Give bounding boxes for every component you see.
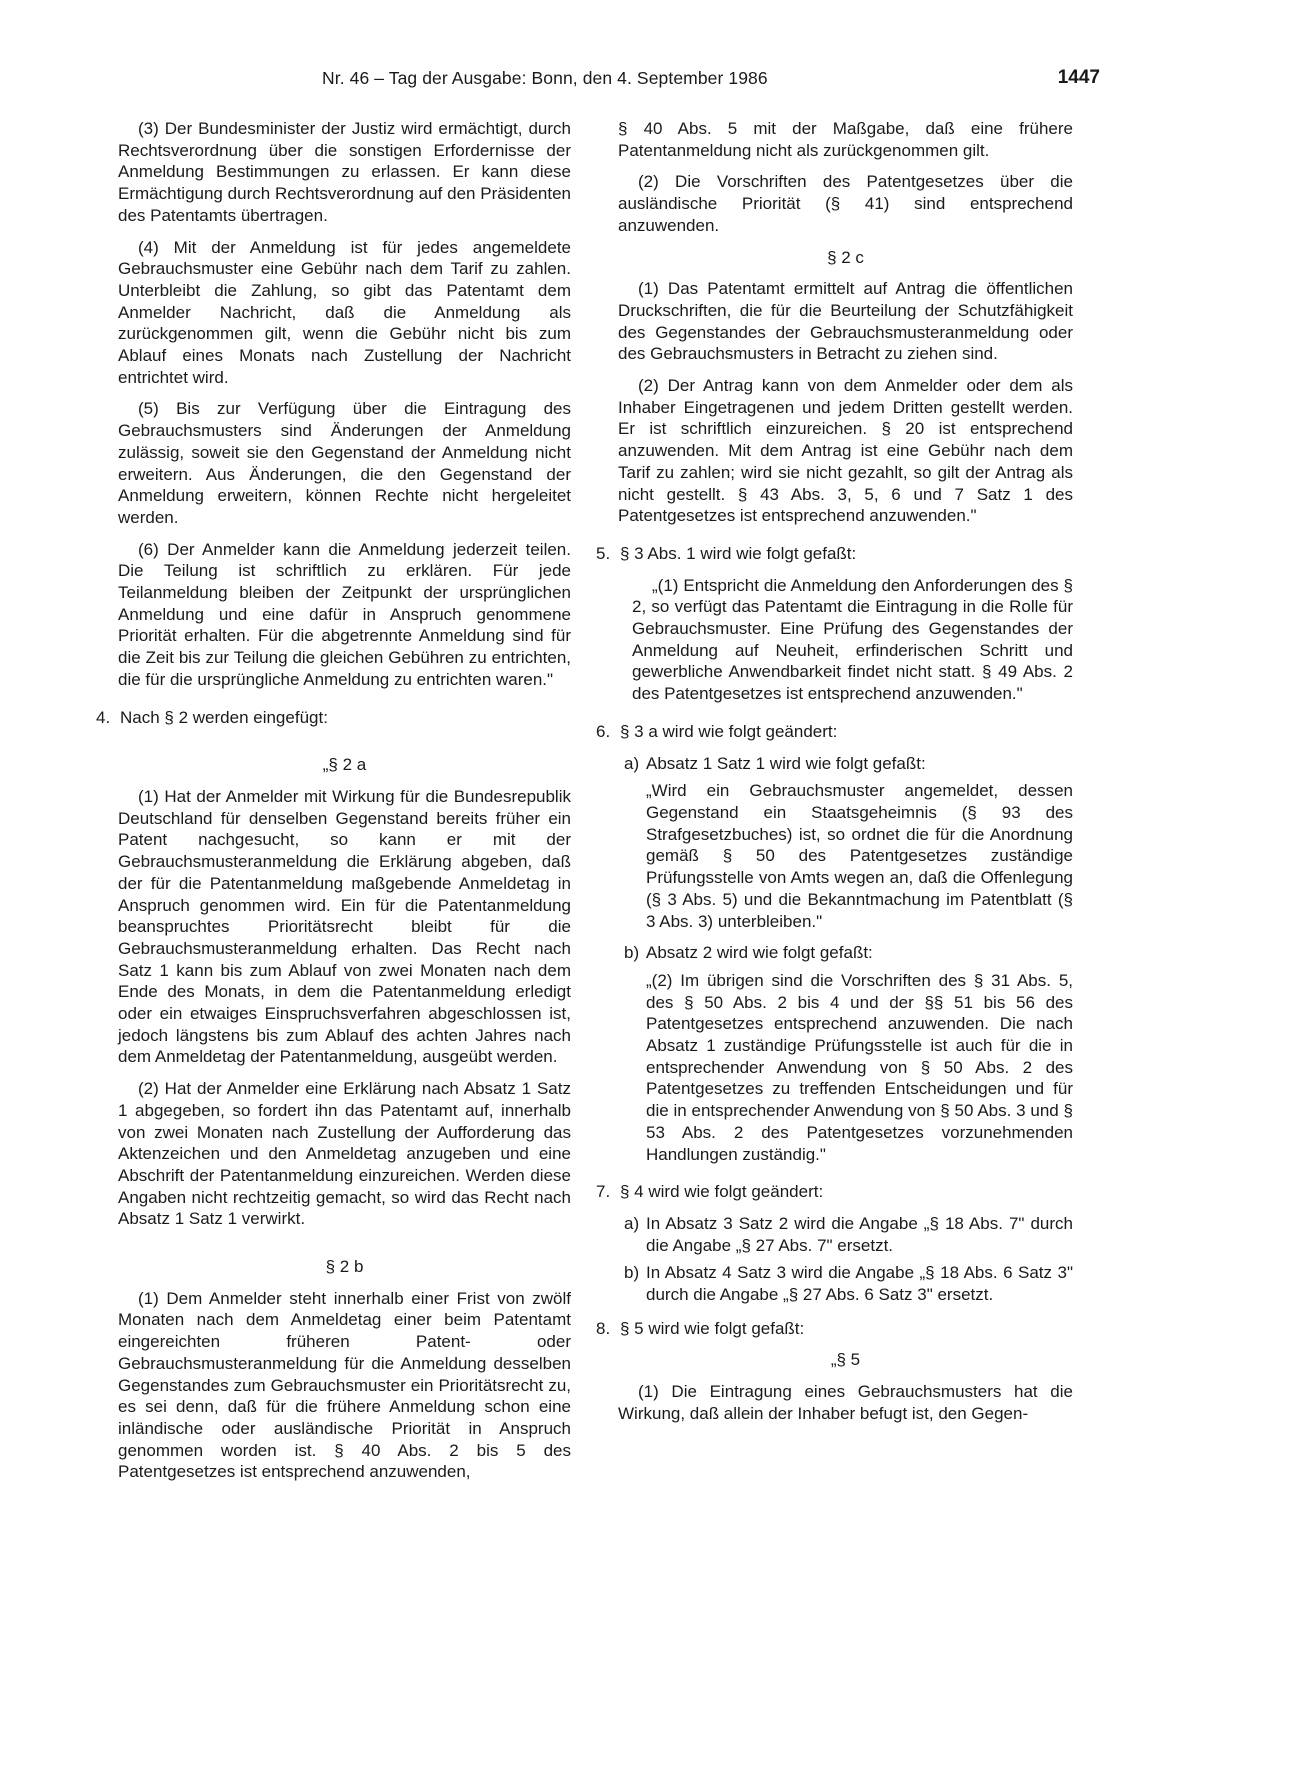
- sub-item-7a: [624, 1213, 1073, 1256]
- paragraph-2a-1: (1) Hat der Anmelder mit Wirkung für die Bundesrepublik Deutschland für denselben Gegenstand bereits früher ein Patent nachgesucht, so kann er mit der Gebrauchsmusteranmeldung die Erklärung abgeben, daß der für die Patentanmeldung maßgebende Anmeldetag in Anspruch genommen wird. Ein für die Patentanmeldung beanspruchtes Prioritätsrecht bleibt für die Gebrauchsmusteranmeldung erhalten. Das Recht nach Satz 1 kann bis zum Ablauf von zwei Monaten nach dem Ende des Monats, in dem die Patentanmeldung erledigt oder ein etwaiges Einspruchsverfahren abgeschlossen ist, jedoch längstens bis zum Ablauf des achten Jahres nach dem Anmeldetag der Patentanmeldung, ausgeübt werden.: [118, 786, 571, 1067]
- list-item-4: [96, 707, 571, 729]
- item-6a-quote: „Wird ein Gebrauchsmuster angemeldet, dessen Gegenstand ein Staatsgeheimnis (§ 93 des Strafgesetzbuches) ist, so ordnet die für die Anordnung gemäß § 50 des Patentgesetzes zuständige Prüfungsstelle von Amts wegen an, daß die Offenlegung (§ 3 Abs. 5) und die Bekanntmachung im Patentblatt (§ 3 Abs. 3) unterbleiben.": [646, 781, 1073, 931]
- sub-item-label: a): [624, 753, 640, 773]
- paragraph-2c-2: (2) Der Antrag kann von dem Anmelder oder dem als Inhaber Eingetragenen und jedem Dritten gestellt werden. Er ist schriftlich einzureichen. § 20 ist entsprechend anzuwenden. Mit dem Antrag ist eine Gebühr nach dem Tarif zu zahlen; wird sie nicht gezahlt, so gilt der Antrag als nicht gestellt. § 43 Abs. 3, 5, 6 und 7 Satz 1 des Patentgesetzes ist entsprechend anzuwenden.": [618, 376, 1073, 526]
- sub-item-label: b): [624, 943, 640, 963]
- section-heading-2c: § 2 c: [827, 247, 864, 267]
- list-item-8: [596, 1318, 1073, 1340]
- sub-item-label: b): [624, 1263, 640, 1283]
- section-heading-5: „§ 5: [830, 1350, 861, 1370]
- item-6a-quote-block: [646, 780, 1073, 932]
- item-text: Nach § 2 werden eingefügt:: [120, 707, 328, 727]
- item-5-quote: „(1) Entspricht die Anmeldung den Anforderungen des § 2, so verfügt das Patentamt die Eintragung in die Rolle für Gebrauchsmuster. Eine Prüfung des Gegenstandes der Anmeldung auf Neuheit, erfinderischen Schritt und gewerbliche Anwendbarkeit findet nicht statt. § 49 Abs. 2 des Patentgesetzes ist entsprechend anzuwenden.": [632, 575, 1073, 704]
- paragraph-2b-1: (1) Dem Anmelder steht innerhalb einer Frist von zwölf Monaten nach dem Anmeldetag einer beim Patentamt eingereichten früheren Patent- oder Gebrauchsmusteranmeldung für die Anmeldung desselben Gegenstandes zum Gebrauchsmuster ein Prioritätsrecht zu, es sei denn, daß für die frühere Anmeldung schon eine inländische oder ausländische Priorität in Anspruch genommen worden ist. § 40 Abs. 2 bis 5 des Patentgesetzes ist entsprechend anzuwenden,: [118, 1288, 571, 1482]
- item-number: 4.: [96, 707, 111, 727]
- section-heading-2b: § 2 b: [325, 1257, 364, 1277]
- running-head: Nr. 46 – Tag der Ausgabe: Bonn, den 4. September 1986: [322, 68, 768, 88]
- item-text: § 5 wird wie folgt gefaßt:: [620, 1318, 805, 1338]
- continued-paragraph: § 40 Abs. 5 mit der Maßgabe, daß eine frühere Patentanmeldung nicht als zurückgenommen gilt.: [618, 119, 1073, 160]
- sub-item-text: Absatz 2 wird wie folgt gefaßt:: [646, 943, 873, 963]
- page-header: [100, 68, 1100, 92]
- item-number: 8.: [596, 1318, 611, 1338]
- section-heading-2a: „§ 2 a: [322, 755, 367, 775]
- item-number: 6.: [596, 721, 611, 741]
- paragraph-5: (5) Bis zur Verfügung über die Eintragung des Gebrauchsmusters sind Änderungen der Anmeldung zulässig, soweit sie den Gegenstand der Anmeldung nicht erweitern. Aus Änderungen, die den Gegenstand der Anmeldung erweitern, können Rechte nicht hergeleitet werden.: [118, 399, 571, 527]
- item-number: 7.: [596, 1182, 611, 1202]
- paragraph-6: (6) Der Anmelder kann die Anmeldung jederzeit teilen. Die Teilung ist schriftlich zu erklären. Für jede Teilanmeldung bleiben der Zeitpunkt der ursprünglichen Anmeldung und eine dafür in Anspruch genommene Priorität erhalten. Für die abgetrennte Anmeldung sind für die Zeit bis zur Teilung die gleichen Gebühren zu entrichten, die für die ursprüngliche Anmeldung zu entrichten waren.": [118, 539, 571, 689]
- right-column: [596, 118, 1073, 1435]
- paragraph-2a-2: (2) Hat der Anmelder eine Erklärung nach Absatz 1 Satz 1 abgegeben, so fordert ihn das Patentamt auf, innerhalb von zwei Monaten nach Zustellung der Aufforderung das Aktenzeichen und den Anmeldetag anzugeben und eine Abschrift der Patentanmeldung einzureichen. Werden diese Angaben nicht rechtzeitig gemacht, so wird das Recht nach Absatz 1 Satz 1 verwirkt.: [118, 1079, 571, 1229]
- list-item-7: [596, 1181, 1073, 1203]
- sub-item-label: a): [624, 1213, 640, 1233]
- paragraph-4: (4) Mit der Anmeldung ist für jedes angemeldete Gebrauchsmuster eine Gebühr nach dem Tarif zu zahlen. Unterbleibt die Zahlung, so gibt das Patentamt dem Anmelder Nachricht, daß die Anmeldung als zurückgenommen gilt, wenn die Gebühr nicht bis zum Ablauf eines Monats nach Zustellung der Nachricht entrichtet wird.: [118, 237, 571, 387]
- paragraph-5-1: (1) Die Eintragung eines Gebrauchsmusters hat die Wirkung, daß allein der Inhaber befugt ist, den Gegen-: [618, 1382, 1073, 1423]
- sub-item-7b: [624, 1262, 1073, 1305]
- paragraph-2b-2: (2) Die Vorschriften des Patentgesetzes über die ausländische Priorität (§ 41) sind entsprechend anzuwenden.: [618, 172, 1073, 235]
- paragraph-3: (3) Der Bundesminister der Justiz wird ermächtigt, durch Rechtsverordnung über die sonstigen Erfordernisse der Anmeldung Bestimmungen zu erlassen. Er kann diese Ermächtigung durch Rechtsverordnung auf den Präsidenten des Patentamts übertragen.: [118, 119, 571, 225]
- left-column: [96, 118, 571, 1493]
- sub-item-6a: [624, 753, 1073, 775]
- item-6b-quote-block: [646, 970, 1073, 1165]
- paragraph-2c-1: (1) Das Patentamt ermittelt auf Antrag die öffentlichen Druckschriften, die für die Beurteilung der Schutzfähigkeit des Gegenstandes der Gebrauchsmusteranmeldung oder des Gebrauchsmusters in Betracht zu ziehen sind.: [618, 279, 1073, 364]
- list-item-6: [596, 721, 1073, 743]
- item-number: 5.: [596, 543, 611, 563]
- item-text: § 3 Abs. 1 wird wie folgt gefaßt:: [620, 543, 857, 563]
- item-text: § 3 a wird wie folgt geändert:: [620, 721, 838, 741]
- sub-item-text: In Absatz 4 Satz 3 wird die Angabe „§ 18 Abs. 6 Satz 3" durch die Angabe „§ 27 Abs. 6 Satz 3" ersetzt.: [646, 1263, 1073, 1305]
- list-item-5: [596, 543, 1073, 565]
- item-text: § 4 wird wie folgt geändert:: [620, 1182, 824, 1202]
- sub-item-text: Absatz 1 Satz 1 wird wie folgt gefaßt:: [646, 753, 926, 773]
- item-6b-quote: „(2) Im übrigen sind die Vorschriften des § 31 Abs. 5, des § 50 Abs. 2 bis 4 und der §§ 51 bis 56 des Patentgesetzes entsprechend anzuwenden. Die nach Absatz 1 zuständige Prüfungsstelle ist auch für die in entsprechender Anwendung von § 50 Abs. 2 des Patentgesetzes zu treffenden Entscheidungen und für die in entsprechender Anwendung von § 50 Abs. 3 und § 53 Abs. 2 des Patentgesetzes vorzunehmenden Handlungen zuständig.": [646, 970, 1073, 1164]
- page-number: 1447: [1057, 67, 1100, 88]
- sub-item-6b: [624, 942, 1073, 964]
- sub-item-text: In Absatz 3 Satz 2 wird die Angabe „§ 18 Abs. 7" durch die Angabe „§ 27 Abs. 7" ersetzt.: [646, 1213, 1073, 1255]
